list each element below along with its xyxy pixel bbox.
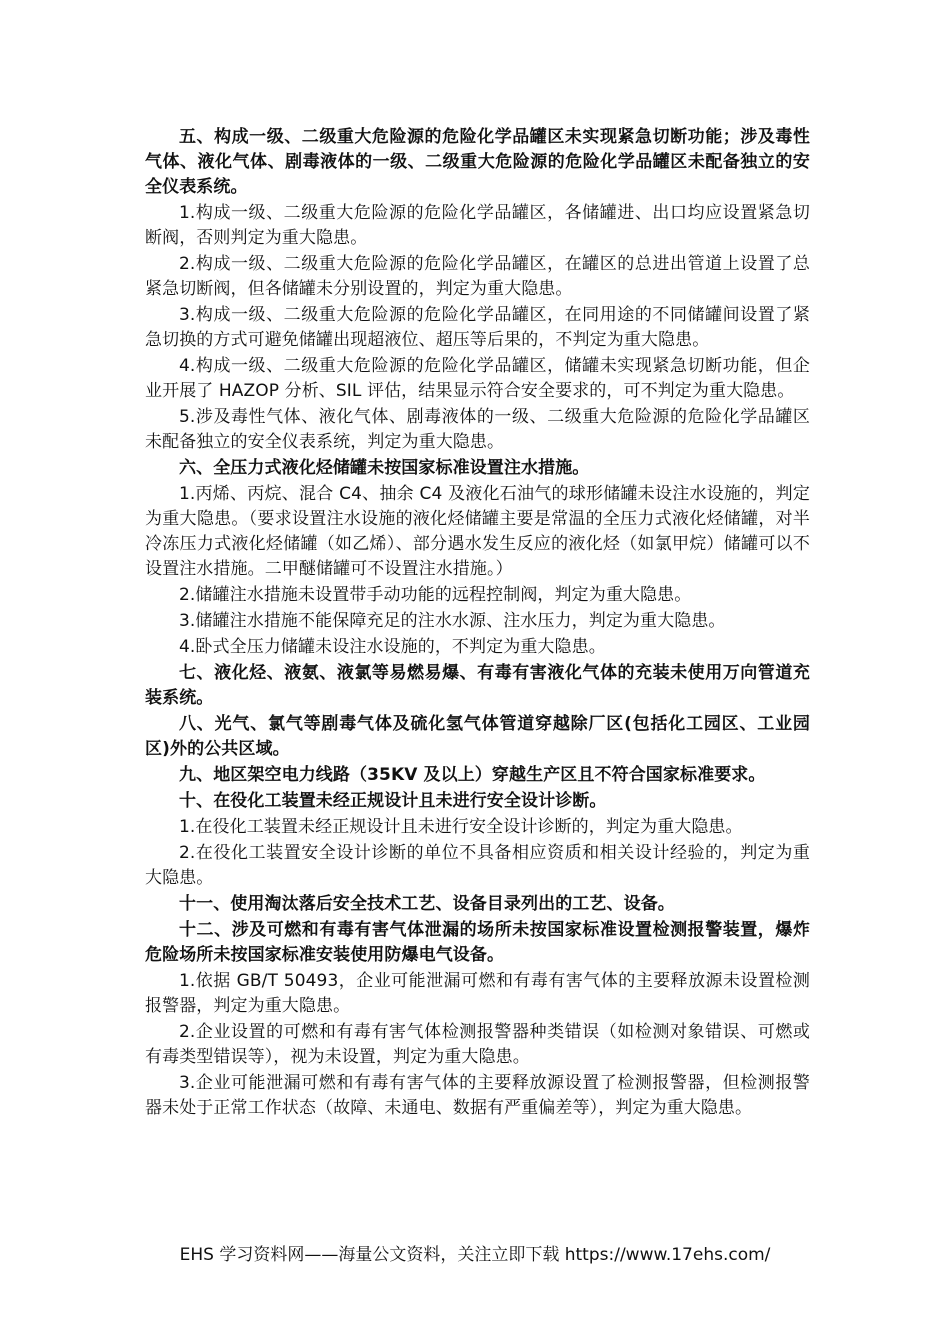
section-heading: 七、液化烃、液氨、液氯等易燃易爆、有毒有害液化气体的充装未使用万向管道充装系统。 (145, 663, 810, 708)
section-heading: 十二、涉及可燃和有毒有害气体泄漏的场所未按国家标准设置检测报警装置，爆炸危险场所未按国家标准安装使用防爆电气设备。 (145, 920, 810, 965)
section-heading: 五、构成一级、二级重大危险源的危险化学品罐区未实现紧急切断功能；涉及毒性气体、液化气体、剧毒液体的一级、二级重大危险源的危险化学品罐区未配备独立的安全仪表系统。 (145, 127, 810, 197)
section-heading: 六、全压力式液化烃储罐未按国家标准设置注水措施。 (179, 458, 590, 478)
body-paragraph: 5.涉及毒性气体、液化气体、剧毒液体的一级、二级重大危险源的危险化学品罐区未配备独立的安全仪表系统，判定为重大隐患。 (145, 407, 810, 452)
body-paragraph: 2.企业设置的可燃和有毒有害气体检测报警器种类错误（如检测对象错误、可燃或有毒类型错误等），视为未设置，判定为重大隐患。 (145, 1022, 810, 1067)
body-paragraph: 3.构成一级、二级重大危险源的危险化学品罐区，在同用途的不同储罐间设置了紧急切换的方式可避免储罐出现超液位、超压等后果的，不判定为重大隐患。 (145, 305, 810, 350)
section-heading: 八、光气、氯气等剧毒气体及硫化氢气体管道穿越除厂区(包括化工园区、工业园区)外的公共区域。 (145, 714, 810, 759)
body-paragraph: 4.构成一级、二级重大危险源的危险化学品罐区，储罐未实现紧急切断功能，但企业开展了 HAZOP 分析、SIL 评估，结果显示符合安全要求的，可不判定为重大隐患。 (145, 356, 810, 401)
body-paragraph: 2.构成一级、二级重大危险源的危险化学品罐区，在罐区的总进出管道上设置了总紧急切断阀，但各储罐未分别设置的，判定为重大隐患。 (145, 254, 810, 299)
body-paragraph: 3.企业可能泄漏可燃和有毒有害气体的主要释放源设置了检测报警器，但检测报警器未处于正常工作状态（故障、未通电、数据有严重偏差等），判定为重大隐患。 (145, 1073, 810, 1118)
section-heading: 十、在役化工装置未经正规设计且未进行安全设计诊断。 (179, 791, 607, 811)
body-paragraph: 1.依据 GB/T 50493，企业可能泄漏可燃和有毒有害气体的主要释放源未设置检测报警器，判定为重大隐患。 (145, 971, 810, 1016)
section-heading: 九、地区架空电力线路（35KV 及以上）穿越生产区且不符合国家标准要求。 (179, 765, 766, 785)
body-paragraph: 3.储罐注水措施不能保障充足的注水水源、注水压力，判定为重大隐患。 (179, 611, 726, 631)
body-paragraph: 1.丙烯、丙烷、混合 C4、抽余 C4 及液化石油气的球形储罐未设注水设施的，判定为重大隐患。（要求设置注水设施的液化烃储罐主要是常温的全压力式液化烃储罐，对半冷冻压力式液化烃储罐（如乙烯）、部分遇水发生反应的液化烃（如氯甲烷）储罐可以不设置注水措施。二甲醚储罐可不设置注水措施。） (145, 484, 810, 579)
body-paragraph: 1.在役化工装置未经正规设计且未进行安全设计诊断的，判定为重大隐患。 (179, 817, 743, 837)
body-paragraph: 2.储罐注水措施未设置带手动功能的远程控制阀，判定为重大隐患。 (179, 585, 692, 605)
body-paragraph: 2.在役化工装置安全设计诊断的单位不具备相应资质和相关设计经验的，判定为重大隐患。 (145, 843, 810, 888)
body-paragraph: 4.卧式全压力储罐未设注水设施的，不判定为重大隐患。 (179, 637, 606, 657)
document-body (145, 125, 810, 1122)
section-heading: 十一、使用淘汰落后安全技术工艺、设备目录列出的工艺、设备。 (179, 894, 675, 914)
footer-watermark: EHS 学习资料网——海量公文资料，关注立即下载 https://www.17ehs.com/ (179, 1245, 771, 1265)
body-paragraph: 1.构成一级、二级重大危险源的危险化学品罐区，各储罐进、出口均应设置紧急切断阀，否则判定为重大隐患。 (145, 203, 810, 248)
